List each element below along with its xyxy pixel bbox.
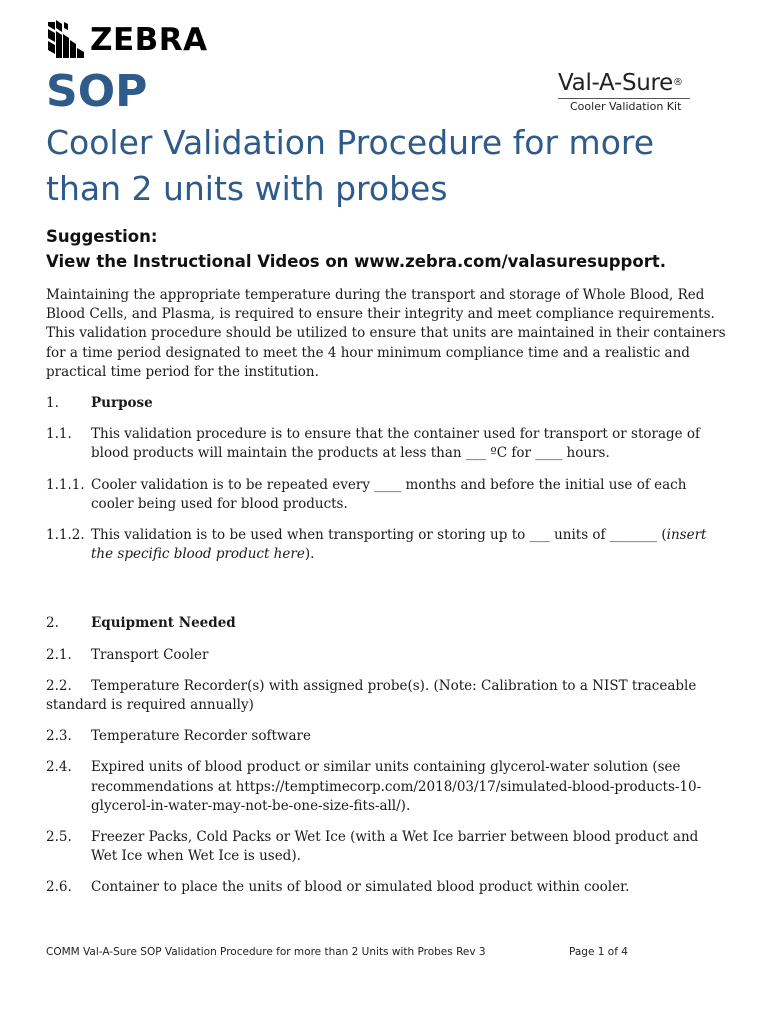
section-title: Purpose xyxy=(91,395,153,411)
list-item xyxy=(46,878,726,897)
procedure-sections xyxy=(46,394,726,910)
item-number: 2.1. xyxy=(46,646,72,663)
footer-page-number: Page 1 of 4 xyxy=(569,946,628,958)
suggestion-text: View the Instructional Videos on www.zebra.com/valasuresupport. xyxy=(46,252,666,271)
item-text: Temperature Recorder software xyxy=(91,728,311,745)
item-text: Cooler validation is to be repeated every ____ months and before the initial use of each cooler being used for blood products. xyxy=(91,476,687,512)
zebra-head-icon xyxy=(46,18,86,62)
section-number: 2. xyxy=(46,615,59,632)
section-equipment-heading xyxy=(46,614,726,633)
italic-placeholder: insert the specific blood product here xyxy=(91,527,707,563)
suggestion-block xyxy=(46,224,746,274)
val-a-sure-name: Val-A-Sure xyxy=(558,70,674,96)
item-number: 1.1.1. xyxy=(46,476,85,493)
list-item xyxy=(46,727,726,746)
val-a-sure-logo xyxy=(558,70,708,115)
item-number: 2.6. xyxy=(46,879,72,896)
item-text: Temperature Recorder(s) with assigned probe(s). (Note: Calibration to a NIST traceable standard is required annually) xyxy=(46,677,697,714)
list-item xyxy=(46,828,726,866)
list-item xyxy=(46,425,726,463)
registered-mark: ® xyxy=(673,77,683,88)
item-text: Freezer Packs, Cold Packs or Wet Ice (with a Wet Ice barrier between blood product and Wet Ice when Wet Ice is used). xyxy=(91,829,699,865)
val-a-sure-subtitle: Cooler Validation Kit xyxy=(570,100,682,113)
zebra-wordmark: ZEBRA xyxy=(90,22,208,58)
section-purpose-heading xyxy=(46,394,726,413)
item-number: 2.3. xyxy=(46,728,72,745)
list-item xyxy=(46,476,726,514)
item-text: This validation is to be used when transporting or storing up to ___ units of _______ (insert the specific blood product here). xyxy=(91,527,707,563)
item-number: 2.4. xyxy=(46,759,72,776)
item-text: Expired units of blood product or similar units containing glycerol-water solution (see recommendations at https://temptimecorp.com/2018/03/17/simulated-blood-products-10-glycerol-in-water-may-not-be-one-size-fits-all/). xyxy=(91,759,702,814)
list-item xyxy=(46,758,726,816)
document-title: Cooler Validation Procedure for more than 2 units with probes xyxy=(46,123,655,208)
footer-document-name: COMM Val-A-Sure SOP Validation Procedure for more than 2 Units with Probes Rev 3 xyxy=(46,946,486,958)
item-number: 1.1. xyxy=(46,426,72,443)
section-number: 1. xyxy=(46,395,59,411)
section-title: Equipment Needed xyxy=(91,615,236,632)
item-number: 2.5. xyxy=(46,829,72,846)
list-item xyxy=(46,646,726,665)
intro-paragraph: Maintaining the appropriate temperature during the transport and storage of Whole Blood, Red Blood Cells, and Plasma, is required to ensure their integrity and meet compliance requirements. This validation procedure should be utilized to ensure that units are maintained in their containers for a time period designated to meet the 4 hour minimum compliance time and a realistic and practical time period for the institution. xyxy=(46,287,726,380)
item-text: Transport Cooler xyxy=(91,646,209,663)
item-number: 1.1.2. xyxy=(46,527,85,544)
list-item xyxy=(46,526,726,564)
item-number: 2.2. xyxy=(46,677,72,694)
list-item xyxy=(46,677,726,715)
item-text: This validation procedure is to ensure that the container used for transport or storage of blood products will maintain the products at less than ___ ºC for ____ hours. xyxy=(91,426,701,462)
item-text: Container to place the units of blood or simulated blood product within cooler. xyxy=(91,879,630,896)
sop-label: SOP xyxy=(46,66,148,117)
suggestion-heading: Suggestion: xyxy=(46,227,158,246)
zebra-logo xyxy=(46,18,208,62)
